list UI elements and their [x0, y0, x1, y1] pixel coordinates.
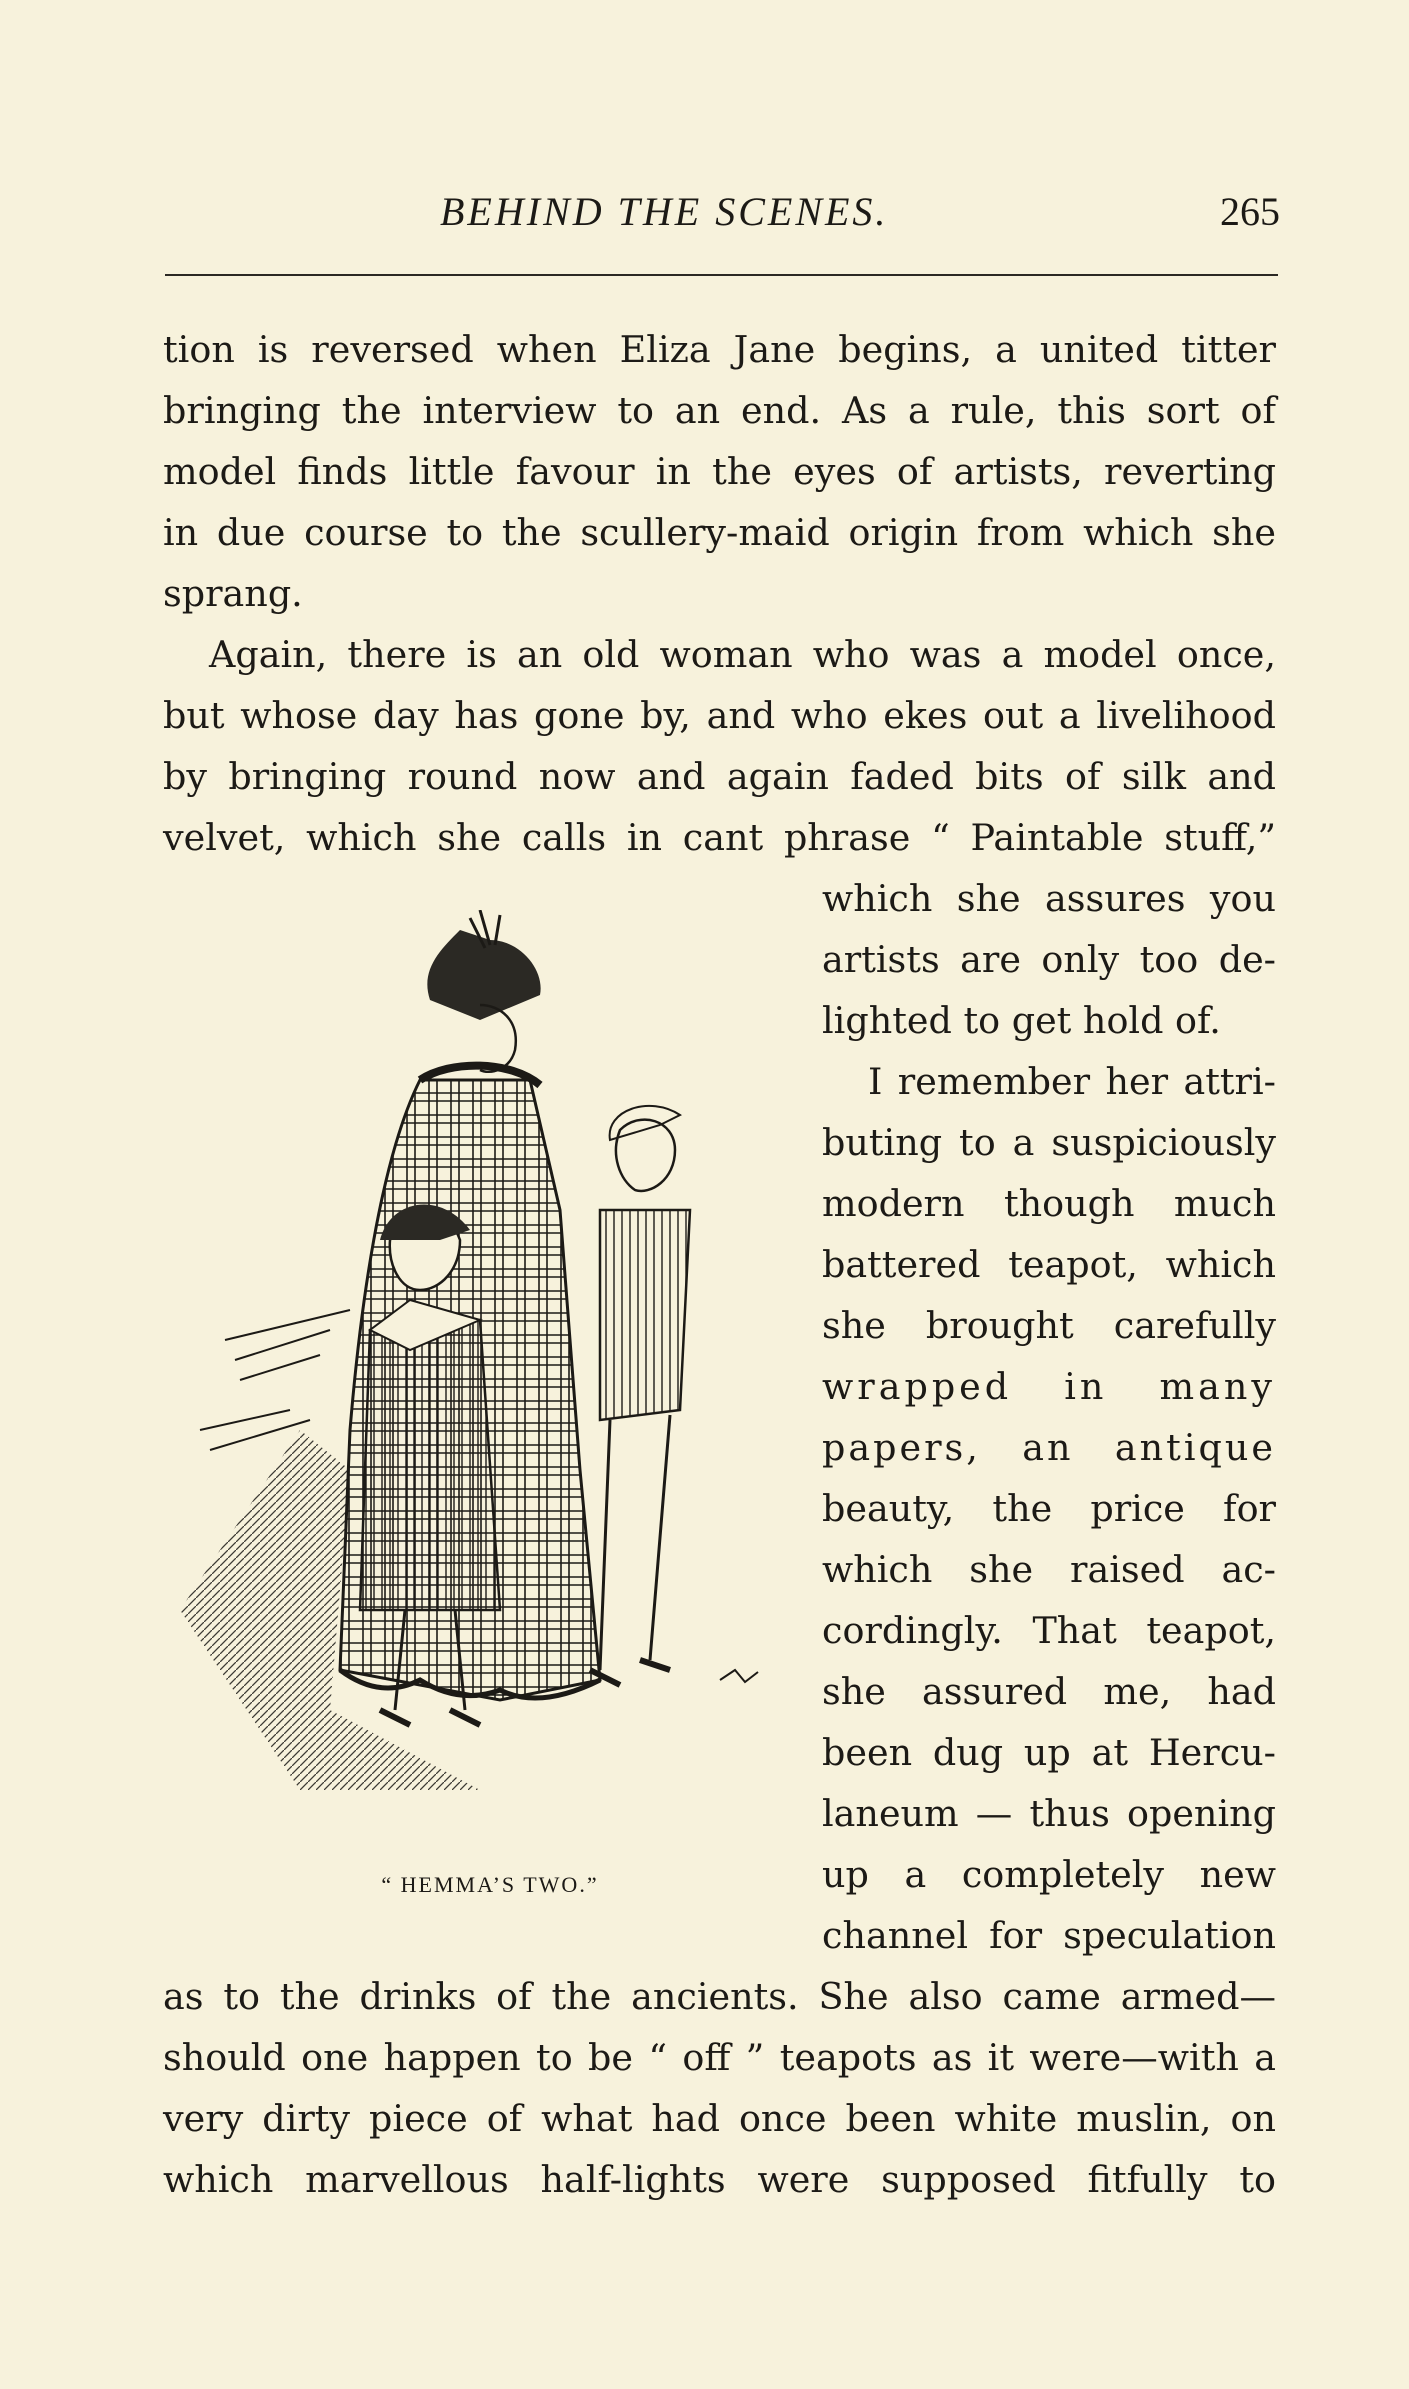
- side-line: battered teapot, which: [822, 1243, 1276, 1286]
- side-line: which she raised ac-: [822, 1548, 1276, 1591]
- body-line: as to the drinks of the ancients. She also came armed—: [163, 1975, 1276, 2018]
- running-header: [160, 180, 1280, 240]
- body-line: sprang.: [163, 572, 303, 615]
- side-line: been dug up at Hercu-: [822, 1731, 1276, 1774]
- side-line: buting to a suspiciously: [822, 1121, 1276, 1164]
- side-line: up a completely new: [822, 1853, 1276, 1896]
- body-line: by bringing round now and again faded bits of silk and: [163, 755, 1276, 798]
- body-line: Again, there is an old woman who was a model once,: [209, 633, 1276, 676]
- side-line: modern though much: [822, 1182, 1276, 1225]
- body-line: very dirty piece of what had once been white muslin, on: [163, 2097, 1276, 2140]
- side-line: she brought carefully: [822, 1304, 1276, 1347]
- side-line: lighted to get hold of.: [822, 999, 1221, 1042]
- body-line: but whose day has gone by, and who ekes out a livelihood: [163, 694, 1276, 737]
- body-line: model finds little favour in the eyes of artists, reverting: [163, 450, 1276, 493]
- side-line: wrapped in many: [822, 1365, 1276, 1408]
- body-line: bringing the interview to an end. As a rule, this sort of: [163, 389, 1276, 432]
- body-line: velvet, which she calls in cant phrase “ Paintable stuff,”: [163, 816, 1276, 859]
- side-line: artists are only too de-: [822, 938, 1276, 981]
- body-line: which marvellous half-lights were supposed fitfully to: [163, 2158, 1276, 2201]
- running-title: BEHIND THE SCENES.: [440, 189, 889, 234]
- side-line: laneum — thus opening: [822, 1792, 1276, 1835]
- header-rule: [165, 274, 1278, 276]
- body-line: tion is reversed when Eliza Jane begins, a united titter: [163, 328, 1276, 371]
- body-line: should one happen to be “ off ” teapots as it were—with a: [163, 2036, 1276, 2079]
- side-line: papers, an antique: [822, 1426, 1276, 1469]
- page-number: 265: [1220, 189, 1280, 234]
- side-line: beauty, the price for: [822, 1487, 1276, 1530]
- illustration-woman-and-children: [180, 910, 800, 1850]
- side-line: I remember her attri-: [868, 1060, 1276, 1103]
- side-line: she assured me, had: [822, 1670, 1276, 1713]
- illustration-caption: “ HEMMA’S TWO.”: [381, 1872, 599, 1897]
- body-line: in due course to the scullery-maid origin from which she: [163, 511, 1276, 554]
- side-line: channel for speculation: [822, 1914, 1276, 1957]
- side-line: which she assures you: [822, 877, 1276, 920]
- side-line: cordingly. That teapot,: [822, 1609, 1276, 1652]
